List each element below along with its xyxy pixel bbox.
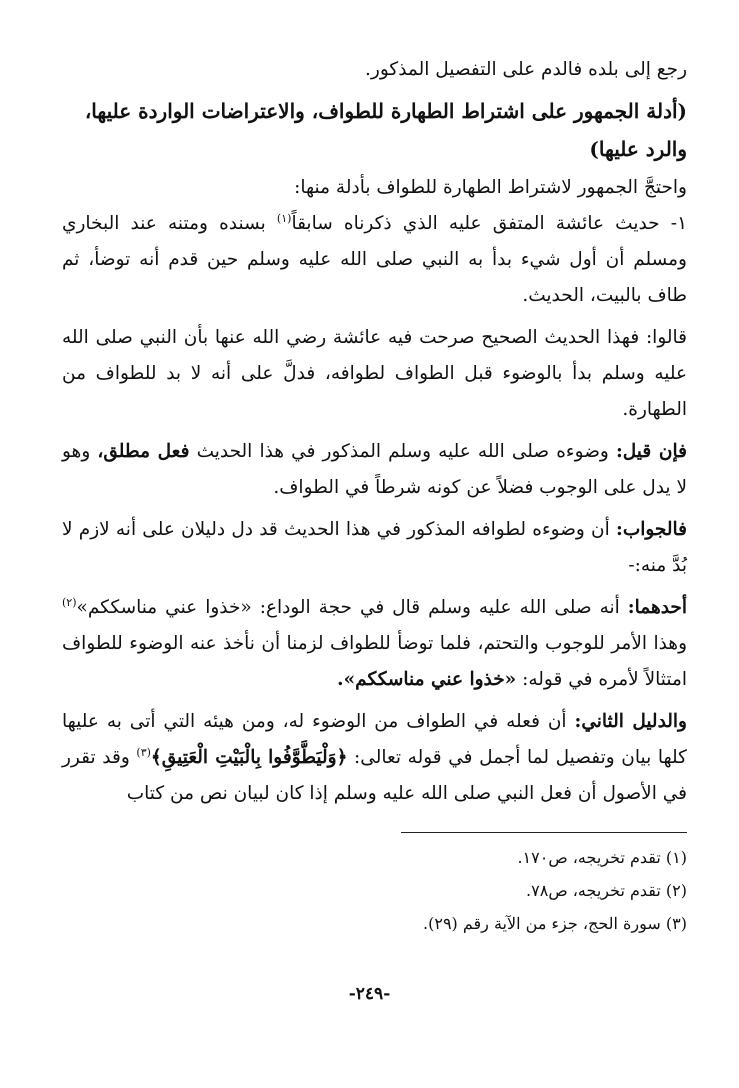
answer-paragraph (62, 512, 687, 584)
quran-verse: ﴿وَلْيَطَّوَّفُوا بِالْبَيْتِ الْعَتِيقِ﴾ (150, 747, 348, 768)
footnote-1: (١) تقدم تخريجه، ص١٧٠. (517, 848, 687, 867)
footnote-ref-2: (٢) (62, 595, 77, 609)
first-quote: «خذوا عني مناسككم». (337, 669, 517, 690)
qalu-paragraph: قالوا: فهذا الحديث الصحيح صرحت فيه عائشة رضي الله عنها بأن النبي صلى الله عليه وسلم بدأ بالوضوء قبل الطواف لطوافه، فدلَّ على أنه لا بد للطواف من الطهارة. (62, 327, 687, 420)
footnote-3: (٣) سورة الحج، جزء من الآية رقم (٢٩). (423, 914, 687, 933)
page-number: -٢٤٩- (348, 984, 391, 1004)
footnote-ref-3: (٣) (136, 745, 151, 759)
first-evidence-paragraph (62, 590, 687, 698)
second-label: والدليل الثاني: (574, 711, 687, 732)
first-text-a: أنه صلى الله عليه وسلم قال في حجة الوداع: «خذوا عني مناسككم» (76, 597, 620, 618)
evidence-1-text-a: حديث عائشة المتفق عليه الذي ذكرناه سابقاً (291, 213, 660, 234)
objection-text-a: وضوءه صلى الله عليه وسلم المذكور في هذا الحديث (196, 441, 609, 462)
intro-paragraph: واحتجَّ الجمهور لاشتراط الطهارة للطواف بأدلة منها: (294, 177, 687, 198)
second-evidence-paragraph (62, 704, 687, 812)
objection-label: فإن قيل: (615, 441, 687, 462)
first-text-b: وهذا الأمر للوجوب والتحتم، فلما توضأ للطواف لزمنا أن نأخذ عنه الوضوء للطواف امتثالاً لأمره في قوله: (62, 633, 687, 690)
footnote-2: (٢) تقدم تخريجه، ص٧٨. (526, 881, 687, 900)
objection-text-b: وهو لا يدل على الوجوب فضلاً عن كونه شرطاً في الطواف. (62, 441, 687, 498)
second-text-a: أن فعله في الطواف من الوضوء له، ومن هيئه التي أتى به عليها كلها بيان وتفصيل لما أجمل في قوله تعالى: (62, 711, 687, 768)
objection-text-bold: فعل مطلق، (97, 441, 190, 462)
footnote-ref-1: (١) (276, 211, 292, 225)
heading-line-1: (أدلة الجمهور على اشتراط الطهارة للطواف، والاعتراضات الواردة عليها، (84, 99, 687, 123)
second-text-b: وقد تقرر في الأصول أن فعل النبي صلى الله عليه وسلم إذا كان لبيان نص من كتاب (62, 747, 687, 804)
evidence-1-number: ١- (670, 213, 687, 234)
first-label: أحدهما: (627, 597, 687, 618)
objection-paragraph (62, 434, 687, 506)
opening-line: رجع إلى بلده فالدم على التفصيل المذكور. (365, 59, 687, 80)
section-heading (62, 92, 687, 168)
heading-line-2: والرد عليها) (589, 137, 687, 161)
footnote-separator (401, 832, 687, 833)
evidence-1-text-b: بسنده ومتنه عند البخاري ومسلم أن أول شيء بدأ به النبي صلى الله عليه وسلم حين قدم أنه توضأ، ثم طاف بالبيت، الحديث. (62, 213, 687, 306)
evidence-1-paragraph (62, 206, 687, 314)
answer-text: أن وضوءه لطوافه المذكور في هذا الحديث قد دل دليلان على أنه لازم لا بُدَّ منه:- (62, 519, 687, 576)
answer-label: فالجواب: (615, 519, 687, 540)
